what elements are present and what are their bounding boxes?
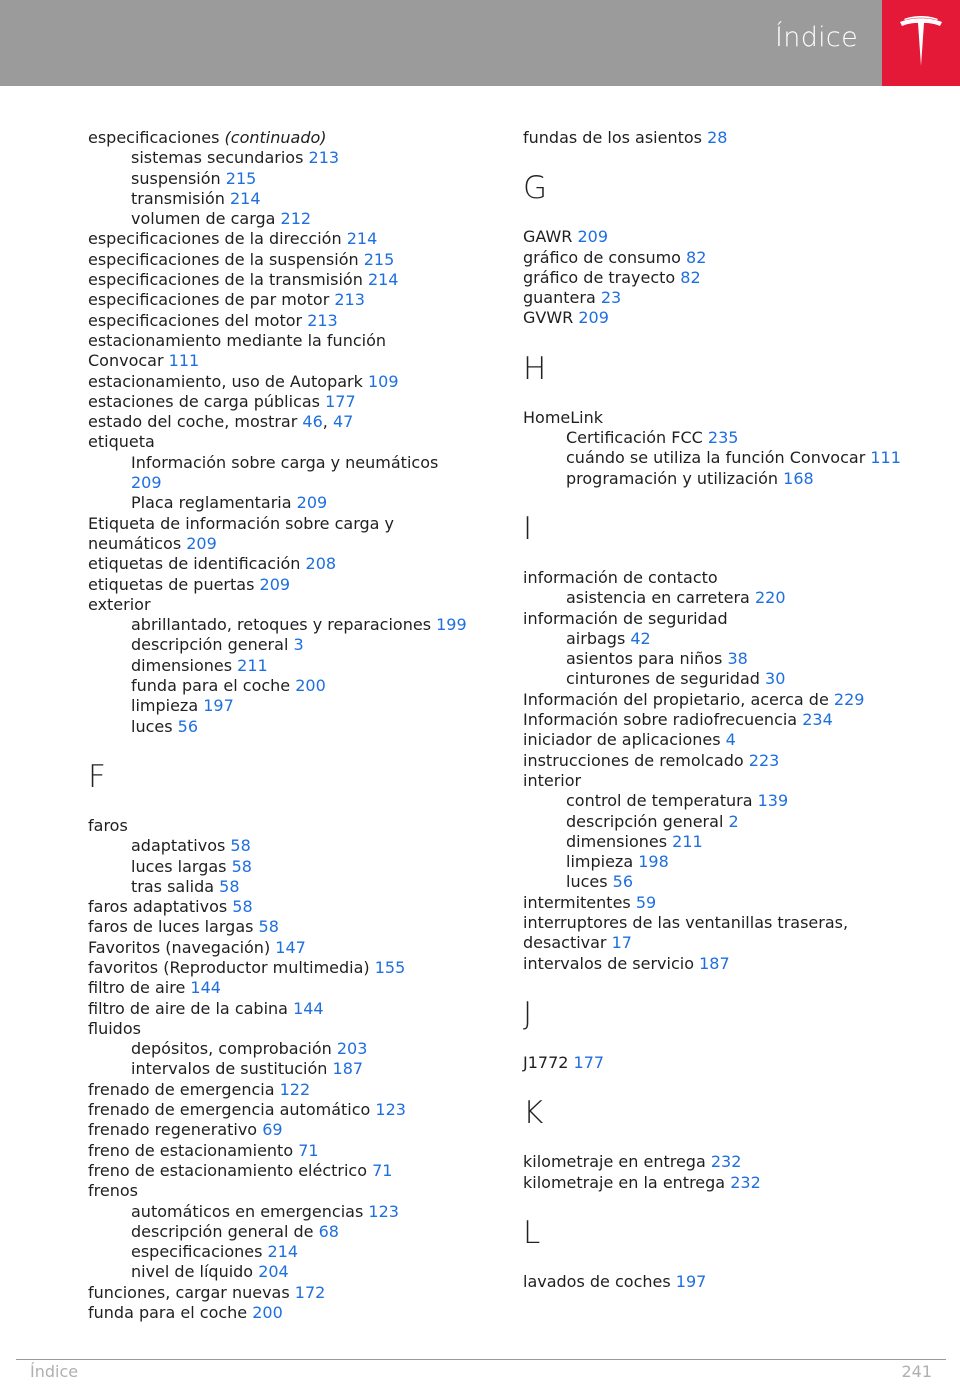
entry-text: cuándo se utiliza la función Convocar <box>566 448 866 468</box>
page-reference-link[interactable]: 111 <box>870 448 901 468</box>
index-entry <box>523 710 923 730</box>
index-entry <box>88 999 488 1019</box>
entry-text: especificaciones del motor <box>88 310 303 330</box>
index-entry <box>88 128 488 148</box>
index-entry <box>523 913 923 933</box>
index-entry <box>523 954 923 974</box>
index-subentry <box>523 469 923 489</box>
page-reference-link[interactable]: 71 <box>372 1160 393 1180</box>
index-entry <box>88 372 488 392</box>
index-entry <box>88 250 488 270</box>
footer-page-number: 241 <box>901 1362 932 1381</box>
page-reference-link[interactable]: 209 <box>578 308 609 328</box>
index-subentry <box>523 872 923 892</box>
page-reference-link[interactable]: 199 <box>436 615 467 635</box>
index-entry <box>88 938 488 958</box>
index-entry <box>88 575 488 595</box>
entry-text: kilometraje en entrega <box>523 1152 706 1172</box>
entry-text: Información sobre carga y neumáticos <box>131 452 439 472</box>
index-section-letter: K <box>523 1095 544 1132</box>
page-reference-link[interactable]: 215 <box>225 168 257 188</box>
entry-text: tras salida <box>131 876 215 896</box>
index-subentry <box>88 209 488 229</box>
index-subentry <box>523 832 923 852</box>
entry-text: interruptores de las ventanillas traseras, <box>523 913 849 933</box>
page-reference-link[interactable]: 47 <box>332 412 354 432</box>
entry-text: depósitos, comprobación <box>131 1039 332 1059</box>
page-reference-link[interactable]: 200 <box>295 676 326 696</box>
entry-text: GVWR <box>523 308 574 328</box>
entry-text: etiquetas de puertas <box>88 574 255 594</box>
page-reference-link[interactable]: 215 <box>363 249 395 269</box>
entry-text: frenos <box>88 1181 138 1201</box>
entry-text: interior <box>523 770 582 790</box>
page-reference-link[interactable]: 4 <box>725 730 736 750</box>
page-reference-link[interactable]: 17 <box>611 933 632 953</box>
page-reference-link[interactable]: 197 <box>203 696 234 716</box>
page-reference-link[interactable]: 209 <box>131 473 162 493</box>
page-reference-link[interactable]: 30 <box>765 669 786 689</box>
entry-text: filtro de aire <box>88 978 186 998</box>
entry-text: filtro de aire de la cabina <box>88 998 288 1018</box>
entry-text: programación y utilización <box>566 468 779 488</box>
index-column-right <box>523 128 923 1292</box>
entry-text: guantera <box>523 288 596 308</box>
entry-text: especificaciones <box>131 1242 263 1262</box>
index-subentry <box>88 656 488 676</box>
index-entry <box>88 554 488 574</box>
index-entry <box>88 1303 488 1323</box>
page-reference-link[interactable]: 214 <box>367 270 399 290</box>
entry-text: GAWR <box>523 227 573 247</box>
page-reference-link[interactable]: 59 <box>635 892 657 912</box>
index-entry <box>88 595 488 615</box>
entry-text: automáticos en emergencias <box>131 1201 364 1221</box>
page-reference-link[interactable]: 23 <box>600 288 622 308</box>
page-reference-link[interactable]: 144 <box>190 978 221 998</box>
index-entry <box>523 227 923 247</box>
page-reference-link[interactable]: 144 <box>293 998 324 1018</box>
index-entry <box>88 917 488 937</box>
entry-text: especificaciones de la transmisión <box>88 270 363 290</box>
page-reference-link[interactable]: 28 <box>707 128 728 147</box>
entry-text: dimensiones <box>131 655 233 675</box>
index-subentry <box>523 448 923 468</box>
page-reference-link[interactable]: 139 <box>757 791 789 811</box>
index-entry <box>523 893 923 913</box>
index-subentry <box>88 676 488 696</box>
entry-text: favoritos (Reproductor multimedia) <box>88 957 370 977</box>
index-column-left <box>88 128 488 1323</box>
index-subentry <box>88 148 488 168</box>
entry-text: Información del propietario, acerca de <box>523 689 829 709</box>
page-reference-link[interactable]: 69 <box>262 1120 283 1140</box>
entry-text: exterior <box>88 594 151 614</box>
page-reference-link[interactable]: 234 <box>802 710 833 730</box>
index-entry <box>88 392 488 412</box>
index-entry <box>88 1141 488 1161</box>
index-subentry <box>88 473 488 493</box>
page-reference-link[interactable]: 213 <box>307 310 338 330</box>
entry-text: intermitentes <box>523 892 631 912</box>
page-reference-link[interactable]: 56 <box>177 716 199 736</box>
entry-text: J1772 <box>523 1052 569 1072</box>
index-subentry <box>88 857 488 877</box>
entry-text: etiquetas de identificación <box>88 554 301 574</box>
entry-text: dimensiones <box>566 831 668 851</box>
index-subentry <box>88 1059 488 1079</box>
entry-text: volumen de carga <box>131 209 276 229</box>
index-subentry <box>523 428 923 448</box>
index-subentry <box>88 1222 488 1242</box>
page-reference-link[interactable]: 187 <box>332 1059 364 1079</box>
index-subentry <box>523 852 923 872</box>
index-entry <box>523 128 923 148</box>
entry-text: gráfico de trayecto <box>523 267 676 287</box>
footer-divider <box>16 1359 946 1360</box>
page-reference-link[interactable]: 122 <box>279 1079 311 1099</box>
page-reference-link[interactable]: 111 <box>168 351 200 371</box>
entry-text: intervalos de sustitución <box>131 1059 328 1079</box>
page-reference-link[interactable]: 3 <box>293 635 304 655</box>
page-reference-link[interactable]: 220 <box>754 588 786 608</box>
index-subentry <box>88 1039 488 1059</box>
page-reference-link[interactable]: 229 <box>833 689 865 709</box>
page-header <box>0 0 960 86</box>
entry-text: estacionamiento mediante la función <box>88 330 386 350</box>
index-entry <box>523 1053 923 1073</box>
entry-text: neumáticos <box>88 533 182 553</box>
entry-text: control de temperatura <box>566 791 753 811</box>
entry-text: funda para el coche <box>88 1303 248 1323</box>
entry-text: instrucciones de remolcado <box>523 750 744 770</box>
index-entry <box>88 331 488 351</box>
page-reference-link[interactable]: 198 <box>638 852 669 872</box>
entry-text: especificaciones de la dirección <box>88 229 342 249</box>
entry-text: estacionamiento, uso de Autopark <box>88 371 363 391</box>
index-entry <box>88 351 488 371</box>
page-reference-link[interactable]: 168 <box>783 468 814 488</box>
entry-text: desactivar <box>523 933 607 953</box>
index-subentry <box>88 696 488 716</box>
entry-text: especificaciones de la suspensión <box>88 249 359 269</box>
index-section-letter: L <box>523 1214 541 1251</box>
entry-text: gráfico de consumo <box>523 247 681 267</box>
index-entry: estado del coche, mostrar 46, 47 <box>88 412 354 432</box>
index-subentry <box>523 791 923 811</box>
entry-text: información de seguridad <box>523 608 728 628</box>
entry-text: sistemas secundarios <box>131 148 304 168</box>
entry-text: limpieza <box>131 696 199 716</box>
index-section-letter: H <box>523 350 547 387</box>
page-reference-link[interactable]: 58 <box>258 917 279 937</box>
entry-text: luces largas <box>131 856 227 876</box>
page-reference-link[interactable]: 82 <box>686 247 707 267</box>
index-section-letter: G <box>523 170 548 207</box>
index-entry <box>88 1161 488 1181</box>
entry-text: lavados de coches <box>523 1271 671 1291</box>
page-reference-link[interactable]: 213 <box>334 290 365 310</box>
index-entry <box>523 1272 923 1292</box>
index-entry <box>523 690 923 710</box>
page-title: Índice <box>775 22 858 53</box>
index-subentry <box>523 649 923 669</box>
index-subentry <box>88 169 488 189</box>
page-reference-link[interactable]: 71 <box>298 1140 319 1160</box>
page-reference-link[interactable]: 209 <box>296 493 328 513</box>
page-reference-link[interactable]: 208 <box>305 554 337 574</box>
index-subentry <box>88 1242 488 1262</box>
index-entry <box>88 1100 488 1120</box>
footer-section-label: Índice <box>30 1362 79 1381</box>
entry-text: suspensión <box>131 168 221 188</box>
entry-text: frenado de emergencia automático <box>88 1100 371 1120</box>
entry-text: faros de luces largas <box>88 917 254 937</box>
entry-text: freno de estacionamiento eléctrico <box>88 1160 368 1180</box>
index-section-letter: J <box>523 995 533 1032</box>
page-reference-link[interactable]: 213 <box>308 148 340 168</box>
entry-text: especificaciones de par motor <box>88 290 330 310</box>
page-reference-link[interactable]: 187 <box>699 953 730 973</box>
entry-text: cinturones de seguridad <box>566 669 760 689</box>
continued-note: (continuado) <box>224 128 327 147</box>
index-entry <box>88 958 488 978</box>
index-subentry <box>88 877 488 897</box>
index-entry <box>88 978 488 998</box>
entry-text: luces <box>131 716 173 736</box>
entry-text: etiqueta <box>88 432 155 452</box>
entry-text: limpieza <box>566 852 634 872</box>
entry-text: Placa reglamentaria <box>131 493 292 513</box>
index-subentry <box>88 836 488 856</box>
index-entry <box>88 897 488 917</box>
entry-text: descripción general de <box>131 1221 314 1241</box>
page-reference-link[interactable]: 211 <box>237 655 268 675</box>
index-entry <box>523 308 923 328</box>
index-entry <box>88 514 488 534</box>
page-reference-link[interactable]: 214 <box>229 188 261 208</box>
index-entry <box>88 816 488 836</box>
page-reference-link[interactable]: 58 <box>232 897 253 917</box>
index-entry <box>523 288 923 308</box>
page-reference-link[interactable]: 200 <box>252 1303 283 1323</box>
page-reference-link[interactable]: 209 <box>186 533 217 553</box>
entry-text: kilometraje en la entrega <box>523 1172 726 1192</box>
entry-text: abrillantado, retoques y reparaciones <box>131 615 432 635</box>
page-reference-link[interactable]: 232 <box>730 1172 761 1192</box>
index-entry <box>88 270 488 290</box>
index-entry <box>88 432 488 452</box>
entry-text: nivel de líquido <box>131 1262 254 1282</box>
page-reference-link[interactable]: 209 <box>577 227 609 247</box>
page-reference-link[interactable]: 58 <box>230 836 251 856</box>
entry-text: Certificación FCC <box>566 428 703 448</box>
page-reference-link[interactable]: 42 <box>630 628 651 648</box>
index-entry <box>88 1283 488 1303</box>
entry-text: adaptativos <box>131 836 226 856</box>
index-entry <box>88 1120 488 1140</box>
entry-text: faros <box>88 815 128 835</box>
entry-text: estado del coche, mostrar <box>88 412 298 432</box>
tesla-logo-icon <box>898 16 944 70</box>
entry-text: freno de estacionamiento <box>88 1140 294 1160</box>
page-reference-link[interactable]: 172 <box>294 1282 326 1302</box>
index-entry <box>88 290 488 310</box>
entry-text: funda para el coche <box>131 676 291 696</box>
entry-text: HomeLink <box>523 407 604 427</box>
index-subentry <box>523 669 923 689</box>
index-entry <box>523 248 923 268</box>
index-entry <box>523 933 923 953</box>
page-reference-link[interactable]: 58 <box>231 856 252 876</box>
page-reference-link[interactable]: 211 <box>672 831 703 851</box>
page-reference-link[interactable]: 197 <box>675 1271 707 1291</box>
entry-text: fluidos <box>88 1018 141 1038</box>
page-reference-link[interactable]: 209 <box>259 574 291 594</box>
index-entry <box>88 1080 488 1100</box>
index-subentry <box>88 189 488 209</box>
page-reference-link[interactable]: 155 <box>374 957 406 977</box>
page-reference-link[interactable]: 38 <box>727 649 748 669</box>
index-subentry <box>88 635 488 655</box>
page-reference-link[interactable]: 177 <box>325 391 356 411</box>
index-section-letter: F <box>88 758 106 795</box>
entry-text: descripción general <box>566 811 724 831</box>
index-subentry <box>88 453 488 473</box>
index-subentry <box>523 588 923 608</box>
page-reference-link[interactable]: 82 <box>680 267 701 287</box>
index-entry <box>523 1152 923 1172</box>
index-entry <box>88 1019 488 1039</box>
entry-text: Etiqueta de información sobre carga y <box>88 513 395 533</box>
index-subentry <box>88 1262 488 1282</box>
entry-text: Información sobre radiofrecuencia <box>523 710 798 730</box>
entry-text: faros adaptativos <box>88 897 228 917</box>
entry-text: iniciador de aplicaciones <box>523 730 721 750</box>
page-reference-link[interactable]: 203 <box>336 1039 368 1059</box>
index-subentry <box>88 493 488 513</box>
index-entry <box>523 1173 923 1193</box>
page-reference-link[interactable]: 109 <box>367 371 399 391</box>
index-entry <box>523 730 923 750</box>
entry-text: luces <box>566 872 608 892</box>
page-reference-link[interactable]: 147 <box>275 937 306 957</box>
entry-text: transmisión <box>131 188 225 208</box>
entry-text: descripción general <box>131 635 289 655</box>
page-reference-link[interactable]: 232 <box>710 1152 742 1172</box>
page-reference-link[interactable]: 204 <box>258 1262 289 1282</box>
index-subentry <box>523 812 923 832</box>
page-reference-link[interactable]: 214 <box>346 229 378 249</box>
index-section-letter: I <box>523 510 533 547</box>
entry-text: estaciones de carga públicas <box>88 391 321 411</box>
entry-text: asistencia en carretera <box>566 588 750 608</box>
entry-text: especificaciones <box>88 128 220 147</box>
index-entry <box>523 408 923 428</box>
page-reference-link[interactable]: 214 <box>267 1242 299 1262</box>
entry-text: frenado de emergencia <box>88 1079 275 1099</box>
page-reference-link[interactable]: 58 <box>219 876 240 896</box>
index-subentry <box>88 615 488 635</box>
page-reference-link[interactable]: 223 <box>748 750 780 770</box>
index-subentry <box>88 1202 488 1222</box>
page-reference-link[interactable]: 68 <box>318 1221 339 1241</box>
index-entry <box>88 534 488 554</box>
entry-text: Favoritos (navegación) <box>88 937 271 957</box>
page-reference-link[interactable]: 2 <box>728 811 739 831</box>
page-reference-link[interactable]: 212 <box>280 209 312 229</box>
entry-text: información de contacto <box>523 567 718 587</box>
page-reference-link[interactable]: 123 <box>375 1100 406 1120</box>
index-entry <box>523 268 923 288</box>
entry-text: frenado regenerativo <box>88 1120 258 1140</box>
page-reference-link[interactable]: 123 <box>368 1201 399 1221</box>
index-subentry <box>88 717 488 737</box>
index-entry <box>88 229 488 249</box>
index-entry <box>523 568 923 588</box>
entry-text: asientos para niños <box>566 649 723 669</box>
index-entry <box>88 311 488 331</box>
page-reference-link[interactable]: 177 <box>573 1052 605 1072</box>
index-entry <box>88 1181 488 1201</box>
index-entry <box>523 771 923 791</box>
index-entry <box>523 609 923 629</box>
entry-text: funciones, cargar nuevas <box>88 1282 290 1302</box>
page-reference-link[interactable]: 46 <box>302 412 323 432</box>
entry-text: intervalos de servicio <box>523 953 694 973</box>
index-entry <box>523 751 923 771</box>
page-reference-link[interactable]: 56 <box>612 872 634 892</box>
index-subentry <box>523 629 923 649</box>
entry-text: airbags <box>566 628 626 648</box>
entry-text: Convocar <box>88 351 164 371</box>
entry-text: fundas de los asientos <box>523 128 703 147</box>
page-reference-link[interactable]: 235 <box>707 428 739 448</box>
tesla-logo <box>882 0 960 86</box>
